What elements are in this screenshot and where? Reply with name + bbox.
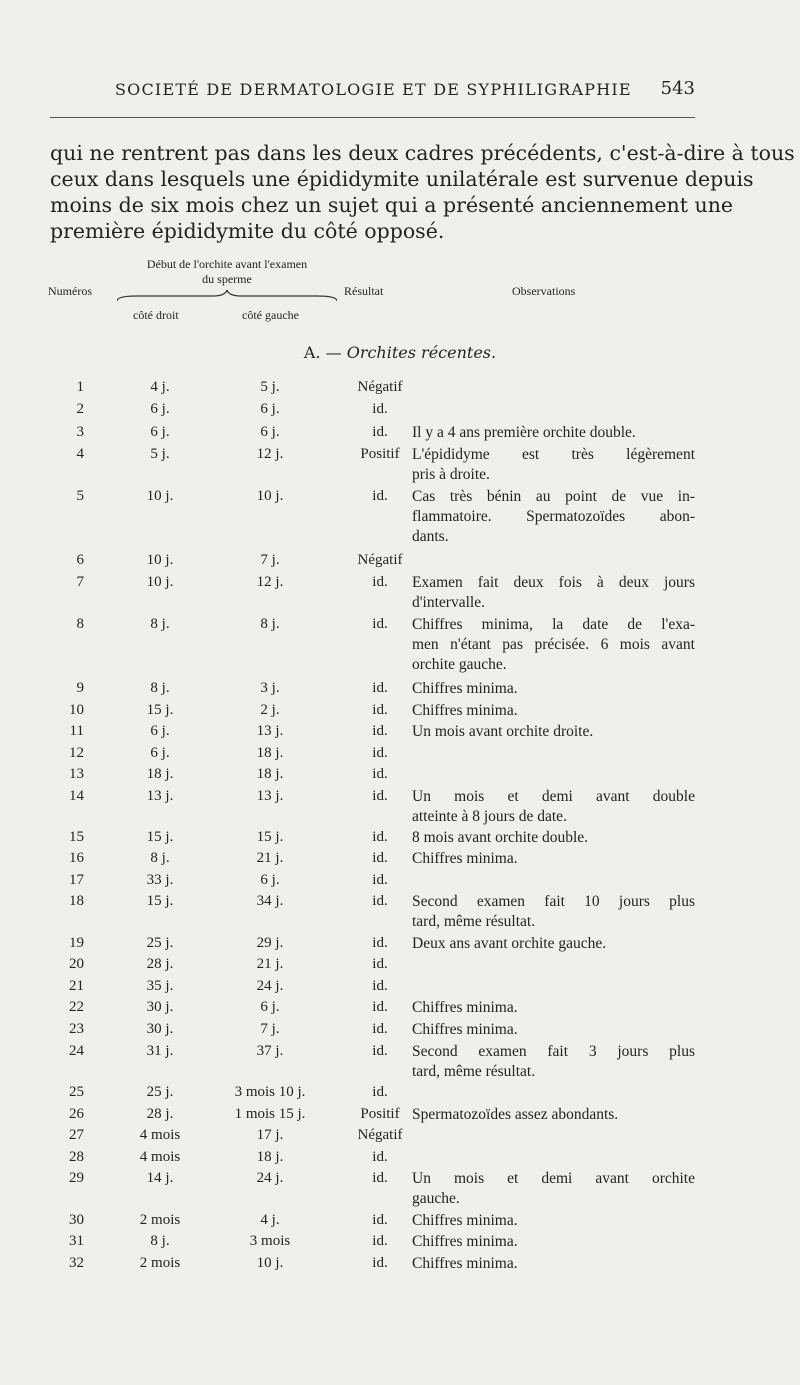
cell-cote-droit: 4 mois bbox=[139, 1127, 181, 1143]
cell-cote-gauche: 6 j. bbox=[260, 872, 280, 888]
cell-resultat: id. bbox=[372, 893, 388, 909]
cell-cote-droit: 25 j. bbox=[146, 935, 174, 951]
cell-observations bbox=[412, 1232, 695, 1252]
row-number: 13 bbox=[69, 766, 84, 782]
cell-resultat: id. bbox=[372, 978, 388, 994]
row-number: 17 bbox=[69, 872, 84, 888]
cell-observations bbox=[412, 423, 695, 443]
observation-line: Chiffres minima. bbox=[412, 1021, 518, 1038]
cell-cote-gauche: 17 j. bbox=[256, 1127, 284, 1143]
row-number: 20 bbox=[69, 956, 84, 972]
cell-cote-droit: 18 j. bbox=[146, 766, 174, 782]
observation-line: Chiffres minima, la date de l'exa- bbox=[412, 616, 695, 633]
observation-line: Un mois et demi avant orchite bbox=[412, 1170, 695, 1187]
cell-cote-droit: 8 j. bbox=[150, 680, 170, 696]
cell-cote-droit: 15 j. bbox=[146, 829, 174, 845]
cell-cote-droit: 35 j. bbox=[146, 978, 174, 994]
cell-cote-droit: 30 j. bbox=[146, 999, 174, 1015]
cell-observations bbox=[412, 487, 695, 547]
row-number: 32 bbox=[69, 1255, 84, 1271]
cell-observations bbox=[412, 998, 695, 1018]
cell-cote-droit: 6 j. bbox=[150, 723, 170, 739]
row-number: 10 bbox=[69, 702, 84, 718]
header-resultat: Résultat bbox=[344, 284, 384, 298]
cell-cote-gauche: 21 j. bbox=[256, 850, 284, 866]
cell-cote-gauche: 21 j. bbox=[256, 956, 284, 972]
cell-cote-gauche: 34 j. bbox=[256, 893, 284, 909]
cell-resultat: id. bbox=[372, 401, 388, 417]
cell-observations bbox=[412, 1042, 695, 1082]
observation-line: Cas très bénin au point de vue in- bbox=[412, 488, 695, 505]
header-cote-droit: côté droit bbox=[133, 308, 179, 322]
cell-resultat: id. bbox=[372, 788, 388, 804]
cell-resultat: id. bbox=[372, 1084, 388, 1100]
observation-line: pris à droite. bbox=[412, 466, 490, 483]
cell-cote-gauche: 37 j. bbox=[256, 1043, 284, 1059]
cell-resultat: id. bbox=[372, 766, 388, 782]
cell-resultat: id. bbox=[372, 850, 388, 866]
row-number: 12 bbox=[69, 745, 84, 761]
row-number: 16 bbox=[69, 850, 84, 866]
cell-resultat: Négatif bbox=[357, 379, 403, 395]
cell-cote-droit: 6 j. bbox=[150, 424, 170, 440]
section-title: Orchites récentes. bbox=[346, 343, 497, 362]
row-number: 26 bbox=[69, 1106, 84, 1122]
cell-cote-gauche: 3 j. bbox=[260, 680, 280, 696]
row-number: 2 bbox=[76, 401, 84, 417]
observation-line: Il y a 4 ans première orchite double. bbox=[412, 424, 636, 441]
cell-cote-droit: 6 j. bbox=[150, 401, 170, 417]
cell-resultat: id. bbox=[372, 745, 388, 761]
cell-resultat: id. bbox=[372, 424, 388, 440]
cell-cote-gauche: 8 j. bbox=[260, 616, 280, 632]
cell-cote-gauche: 3 mois bbox=[249, 1233, 291, 1249]
observation-line: tard, même résultat. bbox=[412, 1063, 536, 1080]
observation-line: d'intervalle. bbox=[412, 594, 485, 611]
cell-cote-gauche: 12 j. bbox=[256, 446, 284, 462]
cell-observations bbox=[412, 1211, 695, 1231]
observation-line: flammatoire. Spermatozoïdes abon- bbox=[412, 508, 695, 525]
cell-resultat: id. bbox=[372, 1021, 388, 1037]
observation-line: Second examen fait 3 jours plus bbox=[412, 1043, 695, 1060]
cell-resultat: id. bbox=[372, 488, 388, 504]
section-prefix: A. — bbox=[303, 343, 347, 362]
cell-cote-droit: 31 j. bbox=[146, 1043, 174, 1059]
cell-cote-gauche: 4 j. bbox=[260, 1212, 280, 1228]
intro-line: ceux dans lesquels une épididymite unilatérale est survenue depuis bbox=[50, 167, 754, 191]
observation-line: Chiffres minima. bbox=[412, 999, 518, 1016]
cell-cote-droit: 10 j. bbox=[146, 574, 174, 590]
observation-line: Chiffres minima. bbox=[412, 850, 518, 867]
cell-cote-droit: 4 mois bbox=[139, 1149, 181, 1165]
row-number: 4 bbox=[76, 446, 84, 462]
cell-cote-gauche: 3 mois 10 j. bbox=[234, 1084, 306, 1100]
row-number: 25 bbox=[69, 1084, 84, 1100]
cell-cote-droit: 28 j. bbox=[146, 1106, 174, 1122]
intro-line: qui ne rentrent pas dans les deux cadres précédents, c'est-à-dire à tous bbox=[50, 141, 795, 165]
observation-line: men n'étant pas précisée. 6 mois avant bbox=[412, 636, 695, 653]
cell-observations bbox=[412, 679, 695, 699]
cell-observations bbox=[412, 787, 695, 827]
cell-cote-droit: 13 j. bbox=[146, 788, 174, 804]
observation-line: Un mois avant orchite droite. bbox=[412, 723, 594, 740]
row-number: 11 bbox=[69, 723, 84, 739]
cell-cote-gauche: 12 j. bbox=[256, 574, 284, 590]
cell-observations bbox=[412, 701, 695, 721]
cell-resultat: id. bbox=[372, 1043, 388, 1059]
cell-resultat: id. bbox=[372, 616, 388, 632]
row-number: 18 bbox=[69, 893, 84, 909]
observation-line: Second examen fait 10 jours plus bbox=[412, 893, 695, 910]
row-number: 19 bbox=[69, 935, 84, 951]
cell-cote-gauche: 15 j. bbox=[256, 829, 284, 845]
cell-cote-droit: 15 j. bbox=[146, 702, 174, 718]
row-number: 14 bbox=[69, 788, 84, 804]
cell-observations bbox=[412, 1020, 695, 1040]
cell-resultat: Négatif bbox=[357, 1127, 403, 1143]
cell-resultat: Positif bbox=[360, 1106, 400, 1122]
cell-observations bbox=[412, 1254, 695, 1274]
cell-cote-droit: 10 j. bbox=[146, 488, 174, 504]
cell-observations bbox=[412, 1105, 695, 1125]
cell-cote-droit: 5 j. bbox=[150, 446, 170, 462]
cell-cote-gauche: 1 mois 15 j. bbox=[234, 1106, 306, 1122]
observation-line: 8 mois avant orchite double. bbox=[412, 829, 589, 846]
cell-cote-droit: 2 mois bbox=[139, 1255, 181, 1271]
row-number: 7 bbox=[76, 574, 84, 590]
row-number: 9 bbox=[76, 680, 84, 696]
header-debut-line1: Début de l'orchite avant l'examen bbox=[146, 257, 308, 271]
cell-cote-gauche: 2 j. bbox=[260, 702, 280, 718]
cell-cote-droit: 25 j. bbox=[146, 1084, 174, 1100]
cell-observations bbox=[412, 892, 695, 932]
cell-resultat: id. bbox=[372, 1212, 388, 1228]
row-number: 29 bbox=[69, 1170, 84, 1186]
cell-cote-gauche: 13 j. bbox=[256, 723, 284, 739]
row-number: 1 bbox=[76, 379, 84, 395]
header-rule bbox=[50, 117, 695, 118]
cell-observations bbox=[412, 828, 695, 848]
cell-observations bbox=[412, 722, 695, 742]
cell-cote-gauche: 10 j. bbox=[256, 488, 284, 504]
row-number: 23 bbox=[69, 1021, 84, 1037]
journal-title: SOCIETÉ DE DERMATOLOGIE ET DE SYPHILIGRAPHIE bbox=[115, 80, 632, 99]
intro-line: première épididymite du côté opposé. bbox=[50, 219, 445, 243]
row-number: 8 bbox=[76, 616, 84, 632]
cell-observations bbox=[412, 573, 695, 613]
header-brace bbox=[117, 290, 337, 302]
cell-cote-gauche: 7 j. bbox=[260, 552, 280, 568]
cell-cote-gauche: 18 j. bbox=[256, 766, 284, 782]
observation-line: Examen fait deux fois à deux jours bbox=[412, 574, 695, 591]
row-number: 5 bbox=[76, 488, 84, 504]
cell-cote-droit: 6 j. bbox=[150, 745, 170, 761]
cell-cote-droit: 8 j. bbox=[150, 1233, 170, 1249]
cell-cote-gauche: 10 j. bbox=[256, 1255, 284, 1271]
cell-cote-gauche: 18 j. bbox=[256, 745, 284, 761]
cell-cote-gauche: 24 j. bbox=[256, 978, 284, 994]
cell-resultat: id. bbox=[372, 1233, 388, 1249]
observation-line: tard, même résultat. bbox=[412, 913, 536, 930]
observation-line: Chiffres minima. bbox=[412, 702, 518, 719]
cell-observations bbox=[412, 849, 695, 869]
cell-cote-gauche: 7 j. bbox=[260, 1021, 280, 1037]
observation-line: Chiffres minima. bbox=[412, 1212, 518, 1229]
cell-cote-gauche: 5 j. bbox=[260, 379, 280, 395]
observation-line: orchite gauche. bbox=[412, 656, 507, 673]
cell-cote-gauche: 6 j. bbox=[260, 401, 280, 417]
page-number: 543 bbox=[660, 78, 695, 99]
cell-cote-gauche: 24 j. bbox=[256, 1170, 284, 1186]
cell-observations bbox=[412, 1169, 695, 1209]
cell-observations bbox=[412, 615, 695, 675]
intro-paragraph bbox=[50, 140, 795, 244]
header-observations: Observations bbox=[512, 284, 576, 298]
cell-cote-droit: 15 j. bbox=[146, 893, 174, 909]
row-number: 31 bbox=[69, 1233, 84, 1249]
cell-resultat: Négatif bbox=[357, 552, 403, 568]
row-number: 27 bbox=[69, 1127, 84, 1143]
observation-line: gauche. bbox=[412, 1190, 460, 1207]
row-number: 22 bbox=[69, 999, 84, 1015]
cell-resultat: id. bbox=[372, 829, 388, 845]
header-numeros: Numéros bbox=[48, 284, 92, 298]
section-heading bbox=[0, 343, 800, 362]
observation-line: Un mois et demi avant double bbox=[412, 788, 695, 805]
row-number: 30 bbox=[69, 1212, 84, 1228]
row-number: 15 bbox=[69, 829, 84, 845]
cell-cote-droit: 8 j. bbox=[150, 850, 170, 866]
cell-resultat: id. bbox=[372, 574, 388, 590]
cell-resultat: id. bbox=[372, 723, 388, 739]
header-cote-gauche: côté gauche bbox=[242, 308, 299, 322]
cell-cote-droit: 10 j. bbox=[146, 552, 174, 568]
observation-line: Chiffres minima. bbox=[412, 1255, 518, 1272]
observation-line: Deux ans avant orchite gauche. bbox=[412, 935, 607, 952]
observation-line: Spermatozoïdes assez abondants. bbox=[412, 1106, 619, 1123]
row-number: 3 bbox=[76, 424, 84, 440]
row-number: 24 bbox=[69, 1043, 84, 1059]
cell-resultat: id. bbox=[372, 956, 388, 972]
observation-line: atteinte à 8 jours de date. bbox=[412, 808, 567, 825]
cell-cote-gauche: 6 j. bbox=[260, 424, 280, 440]
cell-resultat: id. bbox=[372, 1170, 388, 1186]
row-number: 21 bbox=[69, 978, 84, 994]
cell-cote-gauche: 29 j. bbox=[256, 935, 284, 951]
intro-line: moins de six mois chez un sujet qui a présenté anciennement une bbox=[50, 193, 734, 217]
observation-line: Chiffres minima. bbox=[412, 680, 518, 697]
cell-resultat: Positif bbox=[360, 446, 400, 462]
cell-cote-droit: 30 j. bbox=[146, 1021, 174, 1037]
row-number: 28 bbox=[69, 1149, 84, 1165]
cell-observations bbox=[412, 934, 695, 954]
cell-resultat: id. bbox=[372, 680, 388, 696]
cell-cote-gauche: 13 j. bbox=[256, 788, 284, 804]
cell-resultat: id. bbox=[372, 702, 388, 718]
cell-observations bbox=[412, 445, 695, 485]
cell-cote-droit: 2 mois bbox=[139, 1212, 181, 1228]
cell-resultat: id. bbox=[372, 872, 388, 888]
cell-resultat: id. bbox=[372, 1149, 388, 1165]
cell-cote-gauche: 18 j. bbox=[256, 1149, 284, 1165]
cell-cote-droit: 4 j. bbox=[150, 379, 170, 395]
cell-cote-droit: 28 j. bbox=[146, 956, 174, 972]
cell-cote-droit: 8 j. bbox=[150, 616, 170, 632]
cell-resultat: id. bbox=[372, 999, 388, 1015]
observation-line: L'épididyme est très légèrement bbox=[412, 446, 695, 463]
cell-cote-droit: 14 j. bbox=[146, 1170, 174, 1186]
observation-line: Chiffres minima. bbox=[412, 1233, 518, 1250]
cell-cote-gauche: 6 j. bbox=[260, 999, 280, 1015]
cell-resultat: id. bbox=[372, 1255, 388, 1271]
cell-cote-droit: 33 j. bbox=[146, 872, 174, 888]
cell-resultat: id. bbox=[372, 935, 388, 951]
observation-line: dants. bbox=[412, 528, 449, 545]
row-number: 6 bbox=[76, 552, 84, 568]
header-debut-line2: du sperme bbox=[202, 272, 252, 286]
